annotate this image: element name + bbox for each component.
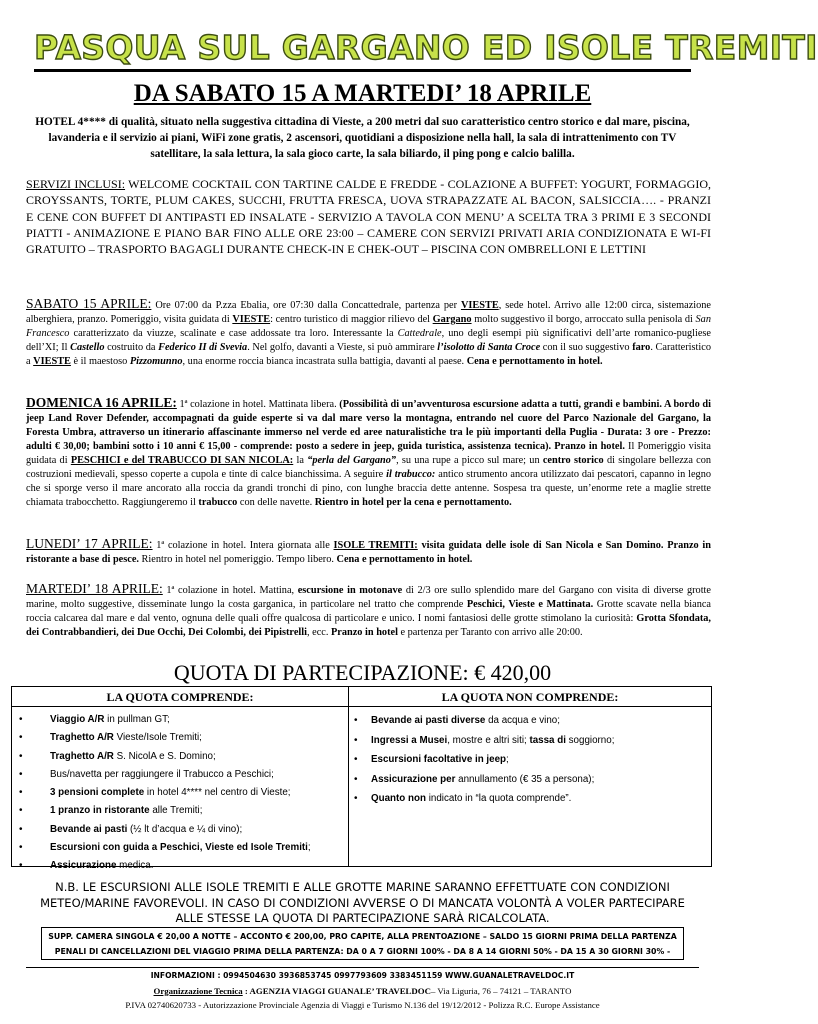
list-item: • Bevande ai pasti diverse da acqua e vino;	[349, 711, 711, 731]
perla-del-gargano: “perla del Gargano”	[307, 455, 397, 466]
footer-divider	[26, 967, 699, 968]
organizer-name: : AGENZIA VIAGGI GUANALE’ TRAVELDOC	[242, 985, 431, 996]
guided-tour: visita guidata delle isole di San Nicola e San Domino.	[417, 540, 664, 551]
day-text: , sede hotel. Arrivo alle 12:00 circa, sistemazione alberghiera, pranzo. Pomeriggio, visita guidata di	[26, 300, 711, 325]
day-text: 1ª colazione in hotel. Mattina,	[162, 585, 298, 596]
place-vieste: VIESTE	[33, 356, 71, 367]
day-text: , una enorme roccia bianca incastrata sulla battigia, davanti al paese.	[182, 356, 467, 367]
organizer-address: – Via Liguria, 76 – 74121 – TARANTO	[430, 985, 572, 996]
quota-table	[11, 686, 712, 872]
list-item: • Assicurazione medica.	[12, 857, 348, 875]
list-item: • Ingressi a Musei, mostre e altri siti; tassa di soggiorno;	[349, 731, 711, 751]
day-monday-heading: LUNEDI’ 17 APRILE:	[26, 536, 153, 551]
place-faro: faro	[632, 342, 651, 353]
list-item: • Quanto non indicato in “la quota comprende”.	[349, 789, 711, 809]
day-text: Il Pomeriggio visita guidata di	[26, 441, 711, 466]
day-text: . Caratteristico a	[26, 342, 711, 367]
day-saturday	[26, 297, 711, 369]
place-castello: Castello	[70, 342, 105, 353]
place-gargano: Gargano	[432, 314, 472, 325]
day-text: Grotte scavate nella bianca roccia calcarea dal mare e dal vento, ognuna delle quali offre qualcosa di particolare e unico. I nomi fantasiosi delle grotte stimolano la curiosità:	[26, 599, 712, 624]
place-vieste: VIESTE	[460, 300, 499, 311]
day-dinner-note: cena e pernottamento.	[414, 497, 512, 508]
organizer-line	[0, 984, 725, 999]
places-list: Peschici, Vieste e Mattinata.	[466, 599, 594, 610]
day-text: , su una rupe a picco sul mare; un	[396, 455, 543, 466]
place-san-francesco: San Francesco	[26, 314, 711, 339]
day-text: molto suggestivo il borgo, arroccato sulla penisola di	[471, 314, 696, 325]
boat-excursion: escursione in motonave	[297, 585, 403, 596]
place-vieste: VIESTE	[232, 314, 271, 325]
day-tuesday	[26, 582, 711, 640]
includes-column	[12, 687, 349, 872]
day-text: caratterizzato da viuzze, scalinate e case addossate tra loro. Interessante la	[69, 328, 398, 339]
organizer-label: Organizzazione Tecnica	[153, 985, 243, 996]
supplement-line: SUPP. CAMERA SINGOLA € 20,00 A NOTTE – ACCONTO € 200,00, PRO CAPITE, ALLA PRENTOAZIONE – SALDO 15 GIORNI PRIMA DELLA PARTENZA	[48, 932, 677, 941]
hotel-description: HOTEL 4**** di qualità, situato nella suggestiva cittadina di Vieste, a 200 metri dal suo caratteristico centro storico e dal mare, piscina, lavanderia e il servizio ai piani, WiFi zone gratis, 2 ascensori, quotidiani a disposizione nella hall, la sala di intrattenimento con TV satellitare, la sala lettura, la sala gioco carte, la sala biliardo, il ping pong e calcio balilla.	[35, 116, 690, 160]
day-text: , uno degli esempi più significativi dell’arte romanico-pugliese dell’XI; Il	[26, 328, 711, 353]
place-tremiti: ISOLE TREMITI:	[333, 540, 418, 551]
services-included	[26, 176, 711, 257]
excludes-header: LA QUOTA NON COMPRENDE:	[349, 687, 711, 707]
place-peschici: PESCHICI e del TRABUCCO DI SAN NICOLA:	[70, 455, 294, 466]
jeep-excursion: (Possibilità di un’avventurosa escursione adatta a tutti, grandi e bambini. A bordo di jeep Land Rover Defender, accompagnati da guide esperte si va dal mare verso la montagna, entrando nel cuore del Parco Nazionale del Gargano, la Foresta Umbra, attraverso un itinerario affascinante immerso nel verde ed aree naturalistiche tra le più importanti della Puglia - Durata: 3 ore - Prezzo: adulti € 30,00; bambini sotto i 10 anni € 15,00 - comprende: posto a sedere in jeep, guida turistica, assistenza tecnica).	[26, 399, 711, 452]
list-item: • 1 pranzo in ristorante alle Tremiti;	[12, 802, 348, 820]
penalty-line: PENALI DI CANCELLAZIONI DEL VIAGGIO PRIMA DELLA PARTENZA: DA 0 A 7 GIORNI 100% - DA 8 A 14 GIORNI 50% - DA 15 A 30 GIORNI 30% -	[54, 947, 671, 956]
day-text: , ecc.	[306, 627, 331, 638]
price-value: € 420,00	[468, 660, 552, 685]
day-text: Ore 07:00 da P.zza Ebalia, ore 07:30 dalla Concattedrale, partenza per	[151, 300, 461, 311]
day-text: 1ª colazione in hotel. Mattinata libera.	[176, 399, 340, 410]
list-item: • Escursioni con guida a Peschici, Vieste ed Isole Tremiti;	[12, 839, 348, 857]
list-item: • Traghetto A/R Vieste/Isole Tremiti;	[12, 729, 348, 747]
lunch-note: Pranzo in ristorante a base di pesce.	[26, 540, 711, 565]
day-text: : centro turistico di maggior rilievo del	[270, 314, 433, 325]
day-sunday-heading: DOMENICA 16 APRILE:	[26, 395, 177, 410]
day-text: 1ª colazione in hotel. Intera giornata alle	[152, 540, 334, 551]
list-item: • Assicurazione per annullamento (€ 35 a persona);	[349, 770, 711, 790]
list-item: • Traghetto A/R S. NicolA e S. Domino;	[12, 748, 348, 766]
day-text: di 2/3 ore sullo splendido mare del Gargano con visita di diverse grotte marine, molto suggestive, disseminate lungo la costa garganica, in particolare nel tratto che comprende	[26, 585, 711, 610]
day-text: e partenza per Taranto con arrivo alle 20:00.	[397, 627, 583, 638]
day-text: di singolare bellezza con costruzioni medievali, spesso coperte a cupola e tinte di calce bianchissima. A seguire	[26, 455, 712, 480]
caves-list: Grotta Sfondata, dei Contrabbandieri, dei Due Occhi, Dei Colombi, dei Pipistrelli	[26, 613, 712, 638]
day-monday	[26, 537, 711, 567]
includes-list	[12, 707, 348, 876]
day-dinner-note: Cena e pernottamento in hotel.	[466, 356, 603, 367]
person-federico: Federico II di Svevia	[158, 342, 248, 353]
list-item: • Escursioni facoltative in jeep;	[349, 750, 711, 770]
banner-text: PASQUA SUL GARGANO ED ISOLE TREMITI	[34, 28, 818, 67]
list-item: • Viaggio A/R in pullman GT;	[12, 711, 348, 729]
list-item: • 3 pensioni complete in hotel 4**** nel centro di Vieste;	[12, 784, 348, 802]
contact-info: INFORMAZIONI : 0994504630 3936853745 0997793609 3383451159 WWW.GUANALETRAVELDOC.IT	[150, 971, 575, 980]
day-saturday-heading: SABATO 15 APRILE:	[26, 296, 152, 311]
place-cattedrale: Cattedrale	[397, 328, 442, 339]
day-sunday	[26, 396, 711, 510]
day-text: è il maestoso	[70, 356, 130, 367]
services-text: WELCOME COCKTAIL CON TARTINE CALDE E FREDDE - COLAZIONE A BUFFET: YOGURT, FORMAGGIO, CROYSSANTS, TORTE, PLUM CAKES, SUCCHI, FRUTTA FRESCA, UOVA STRAPAZZATE AL BACON, SALSICCIA…. - PRANZI E CENE CON BUFFET DI ANTIPASTI ED INSALATE - SERVIZIO A TAVOLA CON MENU’ A SCELTA TRA 3 PRIMI E 3 SECONDI PIATTI - ANIMAZIONE E PIANO BAR FINO ALLE ORE 23:00 – CAMERE CON SERVIZI PRIVATI ARIA CONDIZIONATA E WI-FI GRATUITO – TRASPORTO BAGAGLI DURANTE CHECK-IN E CHEK-OUT – PISCINA CON OMBRELLONI E LETTINI	[26, 177, 711, 257]
includes-header: LA QUOTA COMPRENDE:	[12, 687, 348, 707]
day-dinner-note: Cena e pernottamento in hotel.	[336, 554, 473, 565]
trabucco: trabucco	[198, 497, 238, 508]
day-text: costruito da	[104, 342, 159, 353]
place-isolotto: l’isolotto di Santa Croce	[437, 342, 541, 353]
day-text: la	[293, 455, 308, 466]
list-item: • Bus/navetta per raggiungere il Trabucco a Peschici;	[12, 766, 348, 784]
banner-title	[34, 26, 818, 70]
price-heading	[0, 660, 725, 686]
day-tuesday-heading: MARTEDI’ 18 APRILE:	[26, 581, 163, 596]
day-text: antico strumento ancora utilizzato dai pescatori, capanno in legno che si sporge verso il mare ancorato alla roccia da grandi tronchi di pino, con lunghe braccia dette antenne. Sospesa tra queste, un’enorme rete a maglie strette chiamata trabocchetto. Raggiungeremo il	[26, 469, 711, 508]
return-note: Rientro in hotel per la	[314, 497, 415, 508]
centro-storico: centro storico	[542, 455, 604, 466]
supplement-box	[41, 927, 684, 960]
legal-line: P.IVA 02740620733 - Autorizzazione Provinciale Agenzia di Viaggi e Turismo N.136 del 19/12/2012 - Polizza R.C. Europe Assistance	[125, 1000, 600, 1010]
weather-note: N.B. LE ESCURSIONI ALLE ISOLE TREMITI E ALLE GROTTE MARINE SARANNO EFFETTUATE CON CONDIZIONI METEO/MARINE FAVOREVOLI. IN CASO DI CONDIZIONI AVVERSE O DI MANCATA VOLONTÀ A VOLER PARTECIPARE ALLE STESSE LA QUOTA DI PARTECIPAZIONE SARÀ RICALCOLATA.	[40, 880, 685, 925]
services-label: SERVIZI INCLUSI:	[26, 177, 126, 191]
footer	[0, 969, 725, 1013]
day-text: . Nel golfo, davanti a Vieste, si può ammirare	[247, 342, 438, 353]
trabucco-label: il trabucco:	[386, 469, 436, 480]
lunch-note: Pranzo in hotel	[331, 627, 398, 638]
day-text: con delle navette.	[237, 497, 315, 508]
list-item: • Bevande ai pasti (½ lt d’acqua e ¼ di vino);	[12, 821, 348, 839]
excludes-list	[349, 707, 711, 809]
price-label: QUOTA DI PARTECIPAZIONE:	[173, 660, 469, 685]
dates-heading: DA SABATO 15 A MARTEDI’ 18 APRILE	[133, 80, 592, 107]
day-text: con il suo suggestivo	[540, 342, 633, 353]
banner-underline	[34, 69, 691, 72]
lunch-note: Pranzo in hotel.	[551, 441, 625, 452]
place-pizzomunno: Pizzomunno	[129, 356, 183, 367]
excludes-column	[349, 687, 711, 866]
day-text: Rientro in hotel nel pomeriggio. Tempo libero.	[138, 554, 337, 565]
